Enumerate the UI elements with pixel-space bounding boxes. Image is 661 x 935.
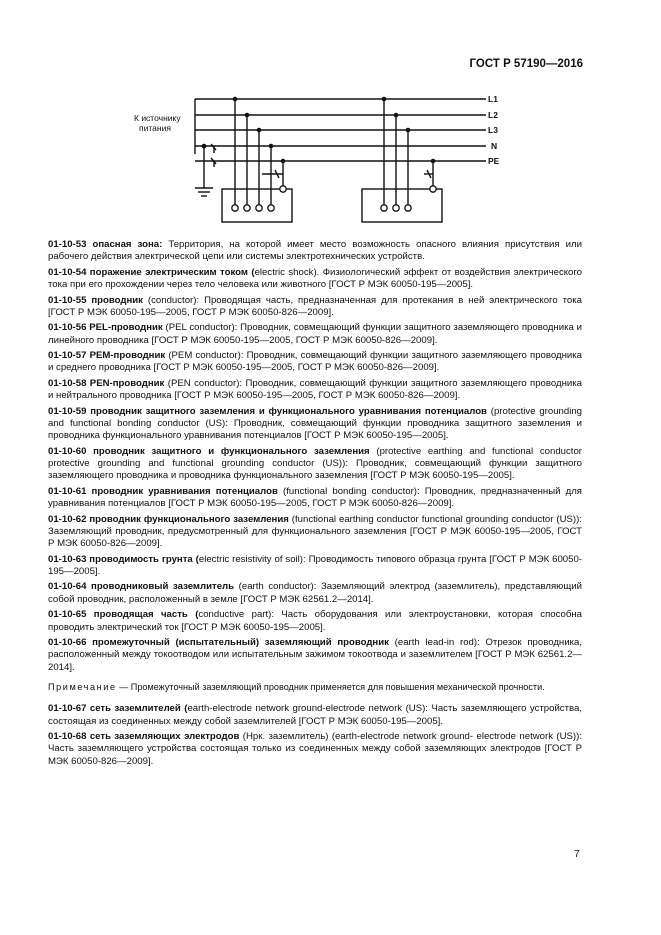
note-label: Примечание [48,681,117,692]
standard-code: ГОСТ Р 57190—2016 [469,58,583,70]
term-entry-64 [48,581,582,606]
term-title: 01-10-66 промежуточный (испытательный) заземляющий проводник [48,637,389,649]
term-entry-63 [48,554,582,579]
conductor-label-l2: L2 [488,110,498,120]
term-entry-56 [48,322,582,347]
term-title: 01-10-68 сеть заземляющих электродов [48,731,240,743]
term-entry-66 [48,637,582,674]
term-entry-61 [48,486,582,511]
conductor-label-n: N [491,141,498,151]
term-title: 01-10-55 проводник [48,294,143,306]
term-title: 01-10-62 проводник функционального заземления [48,513,289,525]
term-definition: conductive part): Часть оборудования или электроустановки, которая способна проводить электрический ток [ГОСТ Р МЭК 60050-195—2005]. [48,609,582,633]
conductor-label-l1: L1 [488,94,498,104]
term-title: 01-10-61 проводник уравнивания потенциалов [48,485,278,497]
term-entry-65 [48,609,582,634]
term-title: 01-10-63 проводимость грунта ( [48,553,199,565]
term-title: 01-10-67 сеть заземлителей ( [48,703,188,715]
source-label-line2: питания [139,123,171,133]
term-entry-58 [48,378,582,403]
wiring-diagram [0,0,661,235]
term-definition: (PEN conductor): Проводник, совмещающий функции защитного заземляющего проводника и нейтрального проводника [ГОСТ Р МЭК 60050-195—2005, ГОСТ Р МЭК 60050-826—2009]. [48,377,582,402]
term-title: 01-10-59 проводник защитного заземления и функционального уравнивания потенциалов [48,405,487,417]
term-entry-67 [48,703,582,728]
term-title: 01-10-54 поражение электрическим током ( [48,266,255,278]
term-title: 01-10-64 проводниковый заземлитель [48,581,235,593]
term-definition: electric resistivity of soil): Проводимость типового образца грунта [ГОСТ Р МЭК 60050-195—2005]. [48,553,582,577]
term-definition: (functional earthing conductor functional grounding conductor (US)): Заземляющий проводник, предусмотренный для функционального заземления [ГОСТ Р МЭК 60050-195—2005, ГОСТ Р МЭК 60050-826—2009]. [48,513,582,550]
term-entry-68 [48,731,582,768]
term-definition: (Нрк. заземлитель) (earth-electrode network ground- electrode network (US)): Часть заземляющего устройства состоящая только из соединенных между собой заземляющих электродов [ГОСТ Р МЭК 60050-826—2009]. [48,731,582,767]
term-definition: (earth conductor): Заземляющий электрод (заземлитель), представляющий собой проводник, расположенный в земле [ГОСТ Р МЭК 62561.2—2014]. [48,581,582,605]
source-label-line1: К источнику [134,113,181,123]
term-definition: Территория, на которой имеет место возможность опасного влияния присутствия или рабочего действия электрической цепи или системы электротехнических устройств. [48,239,582,263]
term-title: 01-10-58 PEN-проводник [48,377,165,389]
term-definition: earth-electrode network ground-electrode network (US): Часть заземляющего устройства, состоящая из соединенных между собой заземлителей [ГОСТ Р МЭК 60050-195—2005]. [48,703,582,727]
term-entry-53 [48,239,582,264]
term-title: 01-10-65 проводящая часть ( [48,609,199,621]
term-title: 01-10-60 проводник защитного и функционального заземления [48,445,370,457]
term-entry-55 [48,295,582,320]
term-definition: (functional bonding conductor): Проводник, предназначенный для уравнивания потенциалов [ГОСТ Р МЭК 60050-195—2005, ГОСТ Р МЭК 60050-826—2009]. [48,485,582,510]
term-definition: (earth lead-in rod): Отрезок проводника, расположенный между токоотводом или испытательным зажимом токоотвода и заземлителем [ГОСТ Р МЭК 62561.2—2014]. [48,637,582,673]
term-definition: (PEL conductor): Проводник, совмещающий функции защитного заземляющего проводника и линейного проводника [ГОСТ Р МЭК 60050-195—2005, ГОСТ Р МЭК 60050-826—2009]. [48,322,583,346]
term-entry-59 [48,406,582,443]
note [48,681,582,693]
note-text: — Промежуточный заземляющий проводник применяется для повышения механической прочности. [116,681,545,692]
term-entry-62 [48,514,582,551]
term-definition: electric shock). Физиологический эффект от воздействия электрического тока при его прохождении через тело человека или животного [ГОСТ Р МЭК 60050-195—2005]. [48,266,583,291]
term-definition: (protective earthing and functional conductor protective grounding and functional grounding conductor (US)): Проводник, совмещающий функции защитного заземляющего проводника и проводника функционального заземления [ГОСТ Р МЭК 60050-195—2005]. [48,445,582,482]
conductor-label-pe: PE [488,156,500,166]
term-entry-60 [48,446,582,483]
conductor-label-l3: L3 [488,125,498,135]
term-definition: (PEM conductor): Проводник, совмещающий функции защитного заземляющего проводника и среднего проводника [ГОСТ Р МЭК 60050-195—2005, ГОСТ Р МЭК 60050-826—2009]. [48,350,582,374]
term-title: 01-10-57 PEM-проводник [48,350,166,362]
term-definition: (protective grounding and functional bonding conductor (US): Проводник, совмещающий функции проводника защитного заземления и проводника функционального уравнивания потенциалов [ГОСТ Р МЭК 60050-195—2005]. [48,405,583,442]
term-title: 01-10-56 PEL-проводник [48,322,163,334]
page-number: 7 [574,848,580,860]
term-entry-54 [48,267,582,292]
term-entry-57 [48,350,582,375]
term-title: 01-10-53 опасная зона: [48,239,163,250]
term-definition: (conductor): Проводящая часть, предназначенная для протекания в ней электрического тока [ГОСТ Р МЭК 60050-195—2005, ГОСТ Р МЭК 60050-826—2009]. [48,294,582,318]
terms-body [48,239,582,771]
